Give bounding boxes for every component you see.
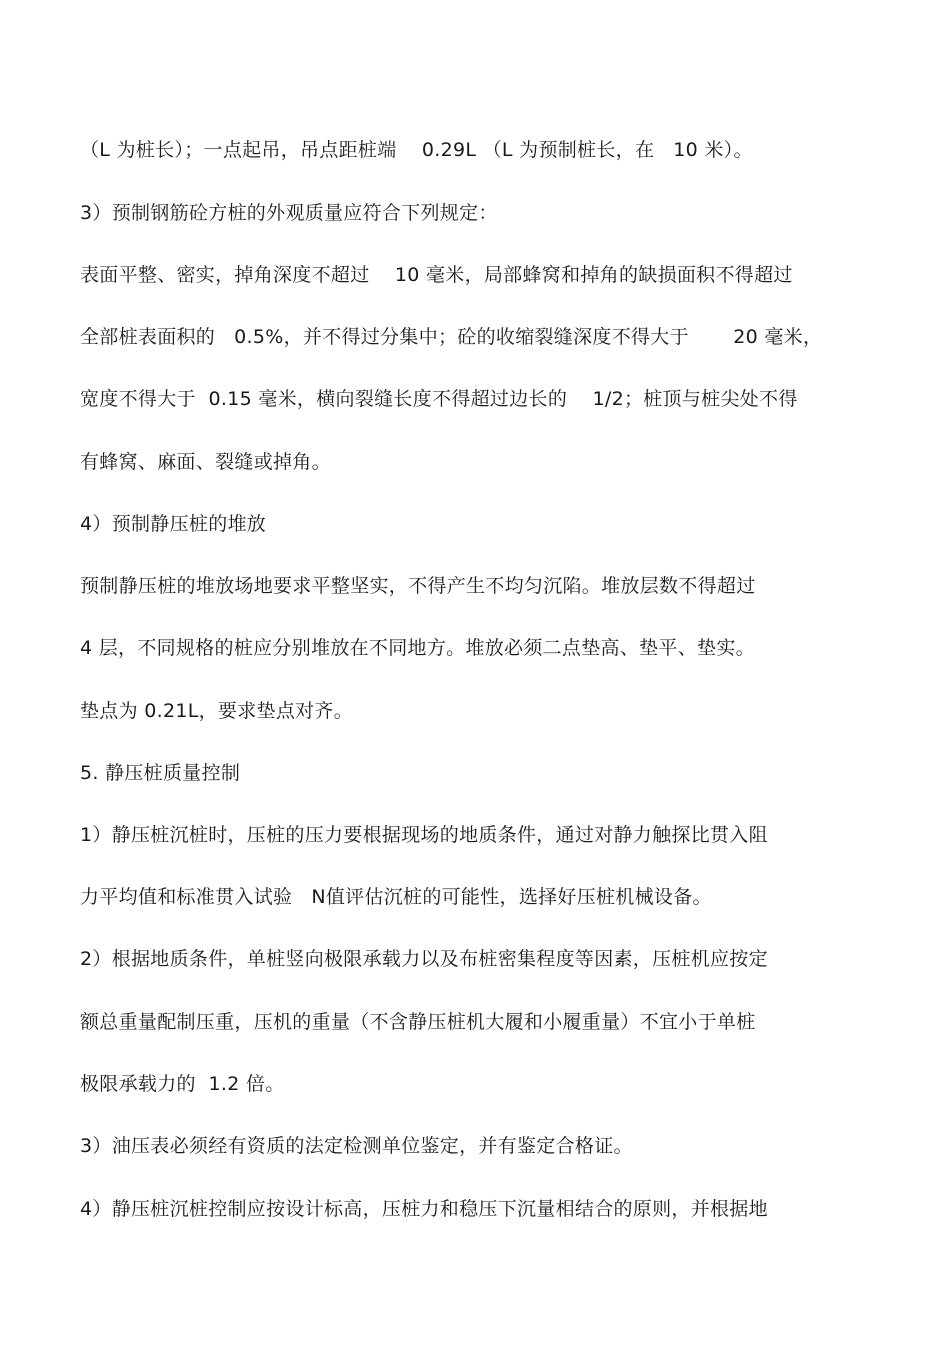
section-heading: 4）预制静压桩的堆放 bbox=[80, 513, 267, 535]
text-line: （L 为桩长）；一点起吊，吊点距桩端 0.29L （L 为预制桩长，在 10 米）。 bbox=[80, 139, 753, 161]
text-line: 1）静压桩沉桩时，压桩的压力要根据现场的地质条件，通过对静力触探比贯入阻 bbox=[80, 824, 768, 846]
text-line: 2）根据地质条件，单桩竖向极限承载力以及布桩密集程度等因素，压桩机应按定 bbox=[80, 948, 768, 970]
text-line: 垫点为 0.21L，要求垫点对齐。 bbox=[80, 700, 354, 722]
section-heading: 5. 静压桩质量控制 bbox=[80, 762, 241, 784]
text-line: 4 层，不同规格的桩应分别堆放在不同地方。堆放必须二点垫高、垫平、垫实。 bbox=[80, 637, 755, 659]
text-line: 3）预制钢筋砼方桩的外观质量应符合下列规定： bbox=[80, 202, 498, 224]
text-line: 表面平整、密实，掉角深度不超过 10 毫米，局部蜂窝和掉角的缺损面积不得超过 bbox=[80, 264, 793, 286]
text-line: 极限承载力的 1.2 倍。 bbox=[80, 1073, 285, 1095]
text-line: 全部桩表面积的 0.5%，并不得过分集中；砼的收缩裂缝深度不得大于 20 毫米， bbox=[80, 326, 823, 348]
text-line: 预制静压桩的堆放场地要求平整坚实，不得产生不均匀沉陷。堆放层数不得超过 bbox=[80, 575, 756, 597]
text-line: 有蜂窝、麻面、裂缝或掉角。 bbox=[80, 451, 331, 473]
text-line: 力平均值和标准贯入试验 N值评估沉桩的可能性，选择好压桩机械设备。 bbox=[80, 886, 712, 908]
text-line: 宽度不得大于 0.15 毫米，横向裂缝长度不得超过边长的 1/2；桩顶与桩尖处不得 bbox=[80, 388, 798, 410]
text-line: 4）静压桩沉桩控制应按设计标高，压桩力和稳压下沉量相结合的原则，并根据地 bbox=[80, 1198, 768, 1220]
text-line: 额总重量配制压重，压机的重量（不含静压桩机大履和小履重量）不宜小于单桩 bbox=[80, 1011, 756, 1033]
text-line: 3）油压表必须经有资质的法定检测单位鉴定，并有鉴定合格证。 bbox=[80, 1135, 633, 1157]
